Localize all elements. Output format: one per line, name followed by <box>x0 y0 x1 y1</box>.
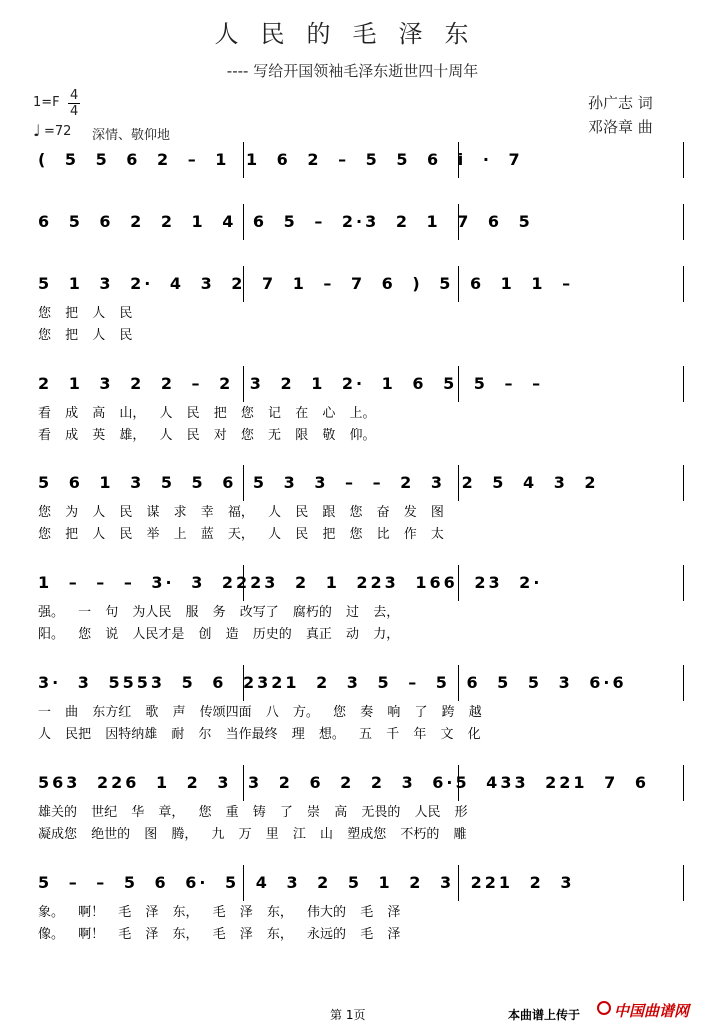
lyric-line-1: 雄关的 世纪 华 章， 您 重 铸 了 崇 高 无畏的 人民 形 <box>38 805 468 820</box>
subtitle: ---- 写给开国领袖毛泽东逝世四十周年 <box>226 62 479 80</box>
lyric-line-1: 您 把 人 民 <box>38 306 133 321</box>
expression-mark: 深情、敬仰地 <box>92 128 171 143</box>
notation-line: 5 6 1 3 5 5 6 5 3 3 – – 2 3 2 5 4 3 2 <box>38 473 599 492</box>
barline <box>683 565 684 601</box>
barline <box>683 266 684 302</box>
barline <box>683 142 684 178</box>
notation-line: 5 1 3 2· 4 3 2 7 1 – 7 6 ) 5 6 1 1 – <box>38 274 574 293</box>
time-signature-bottom: 4 <box>70 104 79 119</box>
key-signature: 1=F <box>33 95 60 110</box>
lyric-line-2: 您 把 人 民 <box>38 328 133 343</box>
notation-line: 3· 3 5553 5 6 2321 2 3 5 – 5 6 5 5 3 6·6 <box>38 673 627 692</box>
lyric-line-1: 您 为 人 民 谋 求 幸 福， 人 民 跟 您 奋 发 图 <box>38 505 444 520</box>
barline <box>683 665 684 701</box>
page-number: 第 1页 <box>330 1008 366 1022</box>
notation-line: 2 1 3 2 2 – 2 3 2 1 2· 1 6 5 5 – – <box>38 374 544 393</box>
lyricist: 孙广志 词 <box>588 94 653 112</box>
upload-source-label: 本曲谱上传于 <box>508 1008 581 1022</box>
lyric-line-1: 象。 啊！ 毛 泽 东， 毛 泽 东， 伟大的 毛 泽 <box>38 905 401 920</box>
composer: 邓洛章 曲 <box>588 118 653 136</box>
lyric-line-2: 看 成 英 雄， 人 民 对 您 无 限 敬 仰。 <box>38 428 376 443</box>
lyric-line-2: 像。 啊！ 毛 泽 东， 毛 泽 东， 永远的 毛 泽 <box>38 927 401 942</box>
time-signature-top: 4 <box>70 88 79 103</box>
barline <box>683 204 684 240</box>
lyric-line-1: 一 曲 东方红 歌 声 传颂四面 八 方。 您 奏 响 了 跨 越 <box>38 705 482 720</box>
notation-line: 563 226 1 2 3 3 2 6 2 2 3 6·5 433 221 7 6 <box>38 773 649 792</box>
lyric-line-2: 凝成您 绝世的 图 腾， 九 万 里 江 山 塑成您 不朽的 雕 <box>38 827 467 842</box>
logo-icon <box>597 1001 611 1015</box>
page-title: 人民的毛泽东 <box>214 20 491 48</box>
lyric-line-2: 阳。 您 说 人民才是 创 造 历史的 真正 动 力， <box>38 627 400 642</box>
barline <box>683 865 684 901</box>
notation-line: 5 – – 5 6 6· 5 4 3 2 5 1 2 3 221 2 3 <box>38 873 575 892</box>
lyric-line-2: 您 把 人 民 举 上 蓝 天， 人 民 把 您 比 作 太 <box>38 527 444 542</box>
tempo-mark: =72 <box>44 124 72 139</box>
barline <box>683 765 684 801</box>
notation-line: 6 5 6 2 2 1 4 6 5 – 2·3 2 1 7 6 5 <box>38 212 533 231</box>
site-logo: 中国曲谱网 <box>614 1002 690 1020</box>
lyric-line-1: 强。 一 句 为人民 服 务 改写了 腐朽的 过 去， <box>38 605 400 620</box>
barline <box>683 465 684 501</box>
quarter-note-icon: ♩ <box>33 121 41 140</box>
notation-line: 1 – – – 3· 3 2223 2 1 223 166 23 2· <box>38 573 543 592</box>
barline <box>683 366 684 402</box>
lyric-line-1: 看 成 高 山， 人 民 把 您 记 在 心 上。 <box>38 406 376 421</box>
lyric-line-2: 人 民把 因特纳雄 耐 尔 当作最终 理 想。 五 千 年 文 化 <box>38 727 481 742</box>
notation-line: ( 5 5 6 2 – 1 1 6 2 – 5 5 6 i · 7 <box>38 150 523 169</box>
